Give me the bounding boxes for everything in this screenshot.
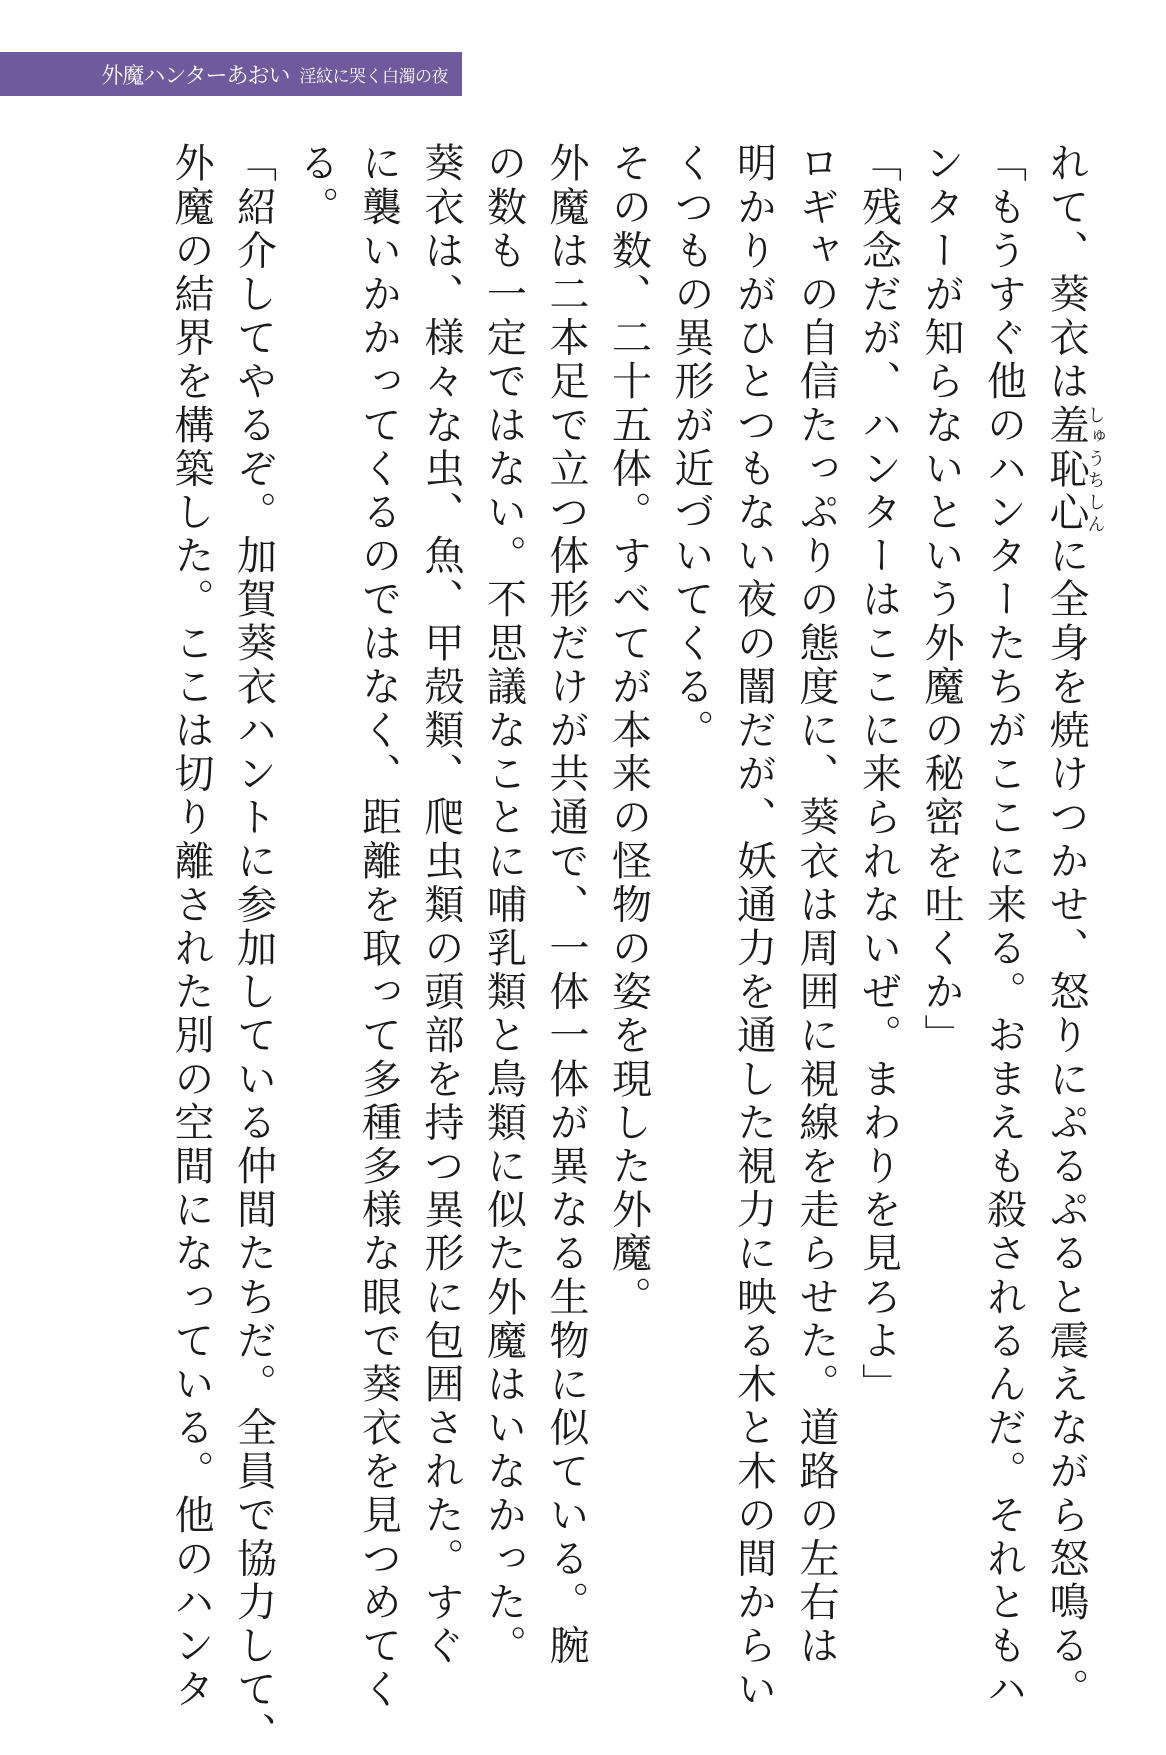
text-line: 「残念だが、ハンターはここに来られないぜ。まわりを見ろよ」 [855,142,902,1407]
book-title: 外魔ハンターあおい [101,63,290,89]
vertical-body-text [160,142,1106,1755]
chapter-subtitle: 淫紋に哭く白濁の夜 [299,66,448,87]
text-line: れて、葵衣は羞恥心しゅうちしんに全身を焼けつかせ、怒りにぷるぷると震えながら怒鳴る。 [1043,142,1106,1712]
text-line: 「もうすぐ他のハンターたちがここに来る。おまえも殺されるんだ。それともハ [980,142,1027,1712]
text-line: に襲いかかってくるのではなく、距離を取って多種多様な眼で葵衣を見つめてく [355,142,402,1712]
text-line: る。 [293,142,339,230]
text-line: くつもの異形が近づいてくる。 [668,142,714,753]
text-line: ンターが知らないという外魔の秘密を吐くか」 [918,142,964,1058]
text-line: その数、二十五体。すべてが本来の怪物の姿を現した外魔。 [605,142,652,1320]
furigana-word: 羞恥心しゅうちしん [1043,403,1106,535]
text-line: の数も一定ではない。不思議なことに哺乳類と鳥類に似た外魔はいなかった。 [480,142,527,1668]
text-line: 明かりがひとつもない夜の闇だが、妖通力を通した視力に映る木と木の間からい [730,142,777,1712]
text-line: 葵衣は、様々な虫、魚、甲殻類、爬虫類の頭部を持つ異形に包囲された。すぐ [418,142,464,1668]
text-line: 「紹介してやるぞ。加賀葵衣ハントに参加している仲間たちだ。全員で協力して、 [230,142,277,1755]
text-line: ロギャの自信たっぷりの態度に、葵衣は周囲に視線を走らせた。道路の左右は [793,142,839,1668]
furigana-reading: しゅうちしん [1084,403,1106,533]
running-header [0,52,462,96]
text-line: 外魔の結界を構築した。ここは切り離された別の空間になっている。他のハンタ [168,142,214,1712]
text-line: 外魔は二本足で立つ体形だけが共通で、一体一体が異なる生物に似ている。腕 [543,142,589,1668]
